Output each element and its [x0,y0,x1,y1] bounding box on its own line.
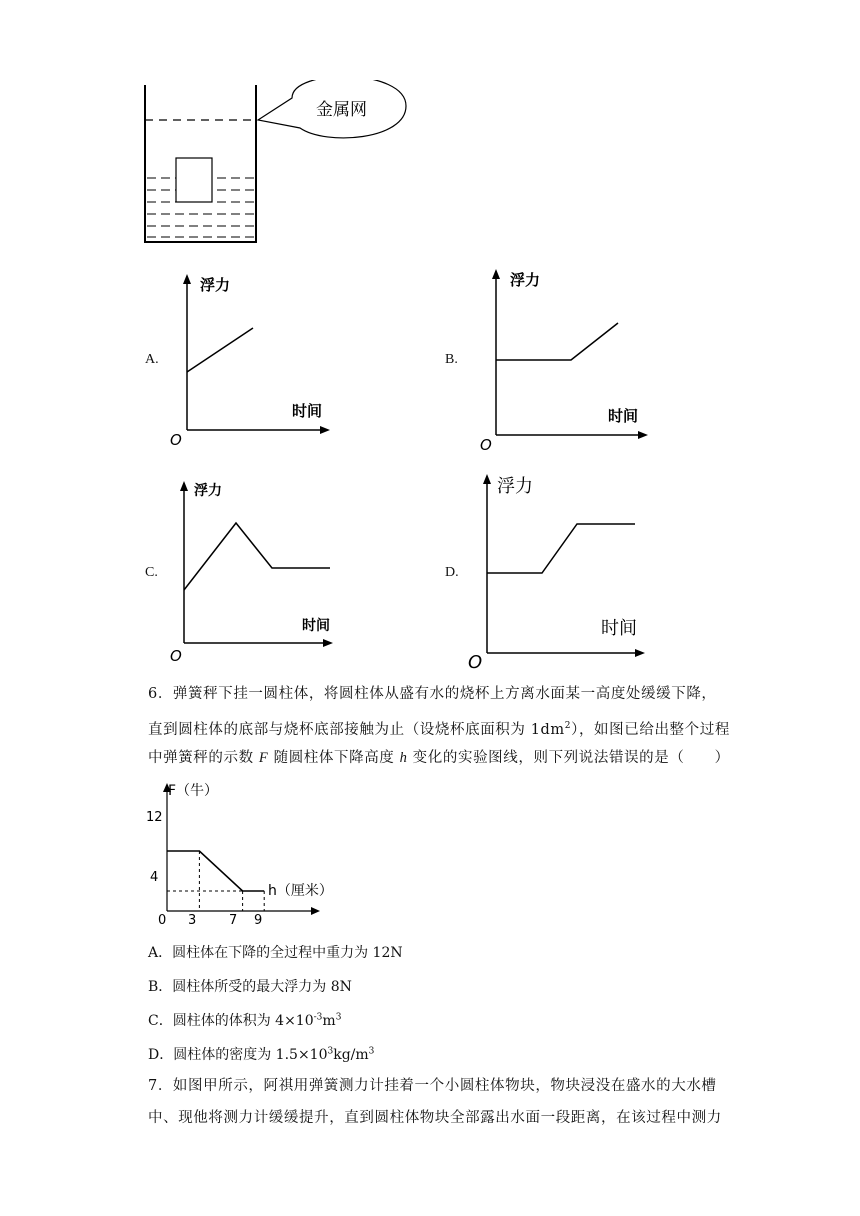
origin-label: O [468,652,483,670]
q6-chart [140,778,340,928]
origin-label: O [170,431,182,449]
origin-label: O [480,436,492,454]
floating-block [176,158,212,202]
y-axis-label: 浮力 [194,483,222,499]
callout-text: 金属网 [316,100,367,120]
q6-x-axis-label: h（厘米） [268,883,333,899]
beaker-figure [130,80,430,250]
q6-x-tick-7: 7 [229,913,238,928]
q6-y-tick-12: 12 [146,810,163,825]
graph-option-b [470,265,670,455]
q7-line-1: 7．如图甲所示，阿祺用弹簧测力计挂着一个小圆柱体物块，物块浸没在盛水的大水槽 [148,1078,717,1094]
graph-option-c [160,475,350,665]
y-axis-label: 浮力 [200,276,231,294]
q6-line-1: 6．弹簧秤下挂一圆柱体，将圆柱体从盛有水的烧杯上方离水面某一高度处缓缓下降， [148,686,717,702]
q6-choice-a: A．圆柱体在下降的全过程中重力为 12N [148,945,403,961]
option-a-letter: A. [145,352,159,367]
option-d-letter: D. [445,565,459,580]
q6-line-3: 中弹簧秤的示数 F 随圆柱体下降高度 h 变化的实验图线，则下列说法错误的是（ ） [148,750,730,766]
x-axis-label: 时间 [302,618,330,634]
series-line [496,323,618,360]
q7-line-2: 中、现他将测力计缓缓提升，直到圆柱体物块全部露出水面一段距离，在该过程中测力 [148,1110,722,1126]
q6-y-tick-4: 4 [150,870,159,885]
origin-label: O [170,647,182,665]
y-axis-label: 浮力 [510,271,541,289]
y-axis-label: 浮力 [497,476,533,497]
q6-x-arrow [311,907,320,915]
x-axis-label: 时间 [292,402,323,420]
x-axis-label: 时间 [601,618,637,639]
q6-choice-c: C．圆柱体的体积为 $4\times 10^{-3}m^3$ [148,1012,342,1029]
series-line [487,524,635,573]
q6-choice-b: B．圆柱体所受的最大浮力为 8N [148,979,352,995]
q6-origin: 0 [158,913,167,928]
option-c-letter: C. [145,565,158,580]
series-line [184,523,330,590]
q6-y-axis-label: F（牛） [168,783,219,799]
q6-series-line [167,851,264,891]
graph-option-a [160,270,340,450]
q6-line-2: 直到圆柱体的底部与烧杯底部接触为止（设烧杯底面积为 $1dm^2$），如图已给出整个过程 [148,721,730,738]
q6-choice-d: D．圆柱体的密度为 $1.5\times 10^3kg/m^3$ [148,1046,375,1063]
option-b-letter: B. [445,352,458,367]
graph-option-d [465,470,660,670]
series-line [187,328,253,372]
q6-x-tick-9: 9 [254,913,263,928]
q6-x-tick-3: 3 [188,913,197,928]
x-axis-label: 时间 [608,407,639,425]
